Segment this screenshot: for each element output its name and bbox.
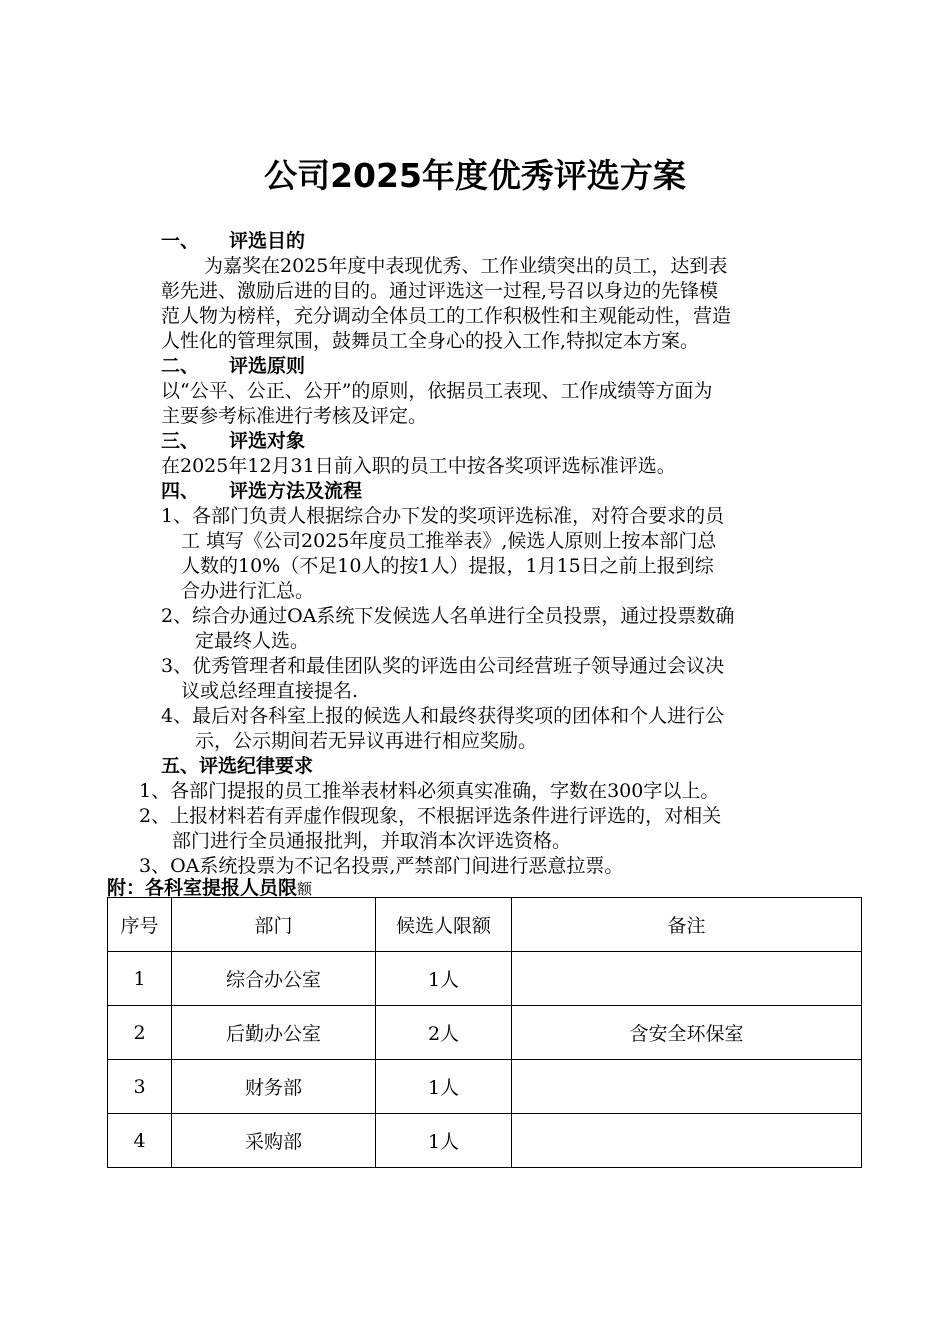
cell-quota: 1人 bbox=[376, 1114, 512, 1168]
table-row bbox=[108, 1006, 862, 1060]
paragraph-line: 主要参考标准进行考核及评定。 bbox=[161, 405, 428, 427]
section-3-heading bbox=[161, 428, 305, 454]
cell-index: 1 bbox=[108, 952, 172, 1006]
list-item-line: 2、上报材料若有弄虚作假现象，不根据评选条件进行评选的，对相关 bbox=[139, 805, 722, 827]
document-title: 公司2025年度优秀评选方案 bbox=[264, 156, 686, 195]
appendix-label-suffix: 额 bbox=[297, 880, 313, 898]
cell-index: 4 bbox=[108, 1114, 172, 1168]
list-item-line: 1、各部门提报的员工推举表材料必须真实准确，字数在300字以上。 bbox=[139, 780, 720, 802]
cell-department: 采购部 bbox=[172, 1114, 376, 1168]
cell-quota: 2人 bbox=[376, 1006, 512, 1060]
list-item-line: 工 填写《公司2025年度员工推举表》,候选人原则上按本部门总 bbox=[181, 530, 717, 552]
column-header-quota: 候选人限额 bbox=[376, 898, 512, 952]
paragraph-line: 范人物为榜样，充分调动全体员工的工作积极性和主观能动性，营造 bbox=[161, 305, 732, 327]
list-item-line: 定最终人选。 bbox=[195, 630, 310, 652]
section-4-title: 评选方法及流程 bbox=[229, 480, 363, 502]
column-header-remarks: 备注 bbox=[512, 898, 862, 952]
section-3-title: 评选对象 bbox=[229, 430, 306, 452]
table-row bbox=[108, 1114, 862, 1168]
paragraph-line: 以“公平、公正、公开”的原则，依据员工表现、工作成绩等方面为 bbox=[161, 380, 713, 402]
section-2-heading bbox=[161, 353, 305, 379]
list-item-line: 人数的10%（不足10人的按1人）提报，1月15日之前上报到综 bbox=[181, 555, 714, 577]
cell-remarks bbox=[512, 952, 862, 1006]
section-1-number: 一、 bbox=[161, 230, 200, 252]
cell-index: 3 bbox=[108, 1060, 172, 1114]
appendix-label-text: 附：各科室提报人员限 bbox=[107, 877, 298, 899]
paragraph-line: 彰先进、激励后进的目的。通过评选这一过程,号召以身边的先锋模 bbox=[161, 280, 719, 302]
paragraph-line: 人性化的管理氛围，鼓舞员工全身心的投入工作,特拟定本方案。 bbox=[161, 330, 700, 352]
section-5-heading: 五、评选纪律要求 bbox=[161, 755, 314, 777]
section-1-heading bbox=[161, 228, 305, 254]
table-header-row bbox=[108, 898, 862, 952]
section-4-heading bbox=[161, 478, 362, 504]
list-item-line: 议或总经理直接提名. bbox=[181, 680, 359, 702]
cell-index: 2 bbox=[108, 1006, 172, 1060]
paragraph-line: 在2025年12月31日前入职的员工中按各奖项评选标准评选。 bbox=[161, 455, 676, 477]
column-header-department: 部门 bbox=[172, 898, 376, 952]
cell-remarks: 含安全环保室 bbox=[512, 1006, 862, 1060]
cell-quota: 1人 bbox=[376, 952, 512, 1006]
list-item-line: 1、各部门负责人根据综合办下发的奖项评选标准，对符合要求的员 bbox=[161, 505, 725, 527]
table-row bbox=[108, 952, 862, 1006]
section-3-number: 三、 bbox=[161, 430, 200, 452]
section-2-number: 二、 bbox=[161, 355, 200, 377]
list-item-line: 示，公示期间若无异议再进行相应奖励。 bbox=[195, 730, 538, 752]
cell-department: 后勤办公室 bbox=[172, 1006, 376, 1060]
list-item-line: 部门进行全员通报批判，并取消本次评选资格。 bbox=[172, 830, 572, 852]
table-row bbox=[108, 1060, 862, 1114]
cell-department: 财务部 bbox=[172, 1060, 376, 1114]
cell-remarks bbox=[512, 1114, 862, 1168]
list-item-line: 2、综合办通过OA系统下发候选人名单进行全员投票，通过投票数确 bbox=[161, 605, 735, 627]
cell-department: 综合办公室 bbox=[172, 952, 376, 1006]
section-4-number: 四、 bbox=[161, 480, 200, 502]
section-1-title: 评选目的 bbox=[229, 230, 306, 252]
quota-table bbox=[107, 897, 862, 1168]
cell-remarks bbox=[512, 1060, 862, 1114]
list-item-line: 3、OA系统投票为不记名投票,严禁部门间进行恶意拉票。 bbox=[139, 855, 624, 877]
section-2-title: 评选原则 bbox=[229, 355, 306, 377]
list-item-line: 4、最后对各科室上报的候选人和最终获得奖项的团体和个人进行公 bbox=[161, 705, 725, 727]
paragraph-line: 为嘉奖在2025年度中表现优秀、工作业绩突出的员工，达到表 bbox=[204, 255, 728, 277]
list-item-line: 3、优秀管理者和最佳团队奖的评选由公司经营班子领导通过会议决 bbox=[161, 655, 725, 677]
cell-quota: 1人 bbox=[376, 1060, 512, 1114]
list-item-line: 合办进行汇总。 bbox=[181, 580, 315, 602]
column-header-index: 序号 bbox=[108, 898, 172, 952]
